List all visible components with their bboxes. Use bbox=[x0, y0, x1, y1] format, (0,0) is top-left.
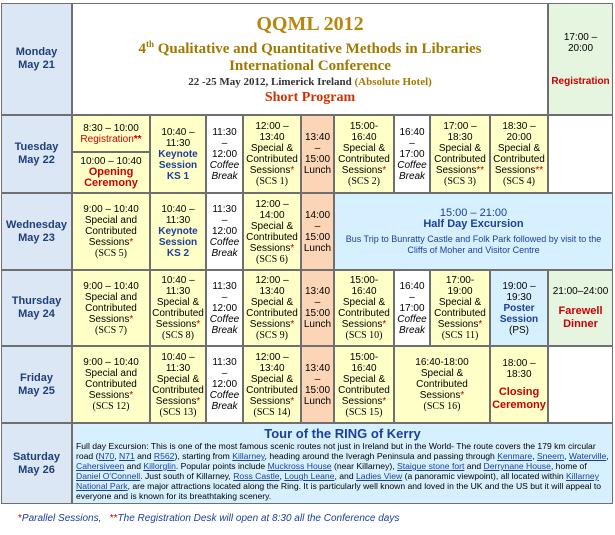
fri-scs12: 9:00 – 10:40 Special and Contributed Sessions* (SCS 12) bbox=[72, 346, 150, 423]
day-thursday: Thursday May 24 bbox=[1, 270, 72, 346]
day-monday bbox=[1, 3, 72, 115]
link-staigue-stone-fort[interactable]: Staigue stone fort bbox=[397, 461, 465, 471]
program-header bbox=[72, 3, 548, 115]
thu-lunch: 13:40 – 15:00 Lunch bbox=[301, 270, 334, 346]
thu-scs10: 15:00- 16:40 Special & Contributed Sessions* (SCS 10) bbox=[334, 270, 394, 346]
link-killarney[interactable]: Killarney bbox=[232, 451, 265, 461]
footnote: *Parallel Sessions, **The Registration Desk will open at 8:30 all the Conference days bbox=[18, 513, 400, 524]
link-ladies-view[interactable]: Ladies View bbox=[356, 471, 403, 481]
thu-scs7: 9:00 – 10:40 Special and Contributed Sessions* (SCS 7) bbox=[72, 270, 150, 346]
link-derrynane-house[interactable]: Derrynane House bbox=[483, 461, 551, 471]
wed-keynote-ks2: 10:40 – 11:30 Keynote Session KS 2 bbox=[150, 193, 206, 270]
wed-coffee-break: 11:30 – 12:00 Coffee Break bbox=[206, 193, 243, 270]
link-daniel-oconnell[interactable]: Daniel O'Connell bbox=[76, 471, 141, 481]
page-subtitle: Short Program bbox=[264, 89, 356, 105]
link-killarney-national-park[interactable]: Killarney National Park bbox=[76, 471, 600, 491]
wed-lunch: 14:00 – 15:00 Lunch bbox=[301, 193, 334, 270]
link-waterville[interactable]: Waterville bbox=[568, 451, 607, 461]
sat-ring-of-kerry-tour bbox=[72, 423, 613, 504]
tue-coffee-break-2: 16:40 – 17:00 Coffee Break bbox=[394, 115, 430, 193]
fri-scs16: 16:40-18:00 Special & Contributed Sessions* (SCS 16) bbox=[394, 346, 490, 423]
fri-empty bbox=[548, 346, 613, 423]
link-r562[interactable]: R562 bbox=[153, 451, 175, 461]
tue-coffee-break-1: 11:30 – 12:00 Coffee Break bbox=[206, 115, 243, 193]
day-date: May 21 bbox=[18, 59, 55, 71]
thu-scs11: 17:00- 19:00 Special & Contributed Sessions* (SCS 11) bbox=[430, 270, 490, 346]
link-muckross-house[interactable]: Muckross House bbox=[267, 461, 332, 471]
fri-scs14: 12:00 – 13:40 Special & Contributed Sessions* (SCS 14) bbox=[243, 346, 301, 423]
thu-coffee-break-1: 11:30 – 12:00 Coffee Break bbox=[206, 270, 243, 346]
link-killorglin[interactable]: Killorglin bbox=[143, 461, 176, 471]
link-sneem[interactable]: Sneem bbox=[536, 451, 565, 461]
conference-name-line1: 4th Qualitative and Quantitative Methods in Libraries bbox=[138, 38, 482, 57]
day-wednesday: Wednesday May 23 bbox=[1, 193, 72, 270]
tour-description: Full day Excursion: This is one of the most famous scenic routes not just in Ireland but in the World- The route covers the 179 km circular road (N70, N71 and R562), starting from Killarney, heading around the Iveragh Peninsula and passing through Kenmare, Sneem, Waterville, Cahersiveen and Killorglin. Popular points include Muckross House (near Killarney), Staigue stone fort and Derrynane House, home of Daniel O'Connell. Just south of Killarney, Ross Castle, Lough Leane, and Ladies View (a panoramic viewpoint), all located within Killarney National Park, are major attractions located along the Ring. It is particularly well known and loved in the UK and the US but it will appeal to everyone and is known for its breathtaking scenery. bbox=[76, 441, 609, 501]
fri-lunch: 13:40 – 15:00 Lunch bbox=[301, 346, 334, 423]
tue-scs1: 12:00 – 13:40 Special & Contributed Sessions* (SCS 1) bbox=[243, 115, 301, 193]
wed-scs5: 9:00 – 10:40 Special and Contributed Sessions* (SCS 5) bbox=[72, 193, 150, 270]
day-tuesday: Tuesday May 22 bbox=[1, 115, 72, 193]
thu-scs8: 10:40 – 11:30 Special & Contributed Sessions* (SCS 8) bbox=[150, 270, 206, 346]
conference-name-line2: International Conference bbox=[229, 57, 391, 74]
fri-coffee-break: 11:30 – 12:00 Coffee Break bbox=[206, 346, 243, 423]
link-kenmare[interactable]: Kenmare bbox=[497, 451, 533, 461]
thu-farewell-dinner: 21:00–24:00 Farewell Dinner bbox=[548, 270, 613, 346]
wed-half-day-excursion: 15:00 – 21:00 Half Day Excursion Bus Trip to Bunratty Castle and Folk Park followed by visit to the Cliffs of Moher and Visitor Centre bbox=[334, 193, 613, 270]
tue-scs4: 18:30 – 20:00 Special & Contributed Sessions** (SCS 4) bbox=[490, 115, 548, 193]
day-saturday: Saturday May 26 bbox=[1, 423, 72, 504]
fri-scs15: 15:00- 16:40 Special & Contributed Sessions* (SCS 15) bbox=[334, 346, 394, 423]
tue-opening-ceremony: 10:00 – 10:40 Opening Ceremony bbox=[72, 152, 150, 193]
link-n70[interactable]: N70 bbox=[98, 451, 115, 461]
monday-registration: 17:00 – 20:00 Registration bbox=[548, 3, 613, 115]
thu-coffee-break-2: 16:40 – 17:00 Coffee Break bbox=[394, 270, 430, 346]
wed-scs6: 12:00 – 14:00 Special & Contributed Sessions* (SCS 6) bbox=[243, 193, 301, 270]
thu-poster-session: 19:00 – 19:30 Poster Session (PS) bbox=[490, 270, 548, 346]
day-friday: Friday May 25 bbox=[1, 346, 72, 423]
day-name: Monday bbox=[15, 46, 58, 58]
tue-lunch: 13:40 – 15:00 Lunch bbox=[301, 115, 334, 193]
tue-scs2: 15:00- 16:40 Special & Contributed Sessions* (SCS 2) bbox=[334, 115, 394, 193]
dates-place: 22 -25 May 2012, Limerick Ireland (Absolute Hotel) bbox=[188, 75, 432, 88]
tue-scs3: 17:00 – 18:30 Special & Contributed Sessions** (SCS 3) bbox=[430, 115, 490, 193]
link-lough-leane[interactable]: Lough Leane bbox=[284, 471, 335, 481]
thu-scs9: 12:00 – 13:40 Special & Contributed Sessions* (SCS 9) bbox=[243, 270, 301, 346]
link-cahersiveen[interactable]: Cahersiveen bbox=[76, 461, 125, 471]
tue-keynote-ks1: 10:40 – 11:30 Keynote Session KS 1 bbox=[150, 115, 206, 193]
link-n71[interactable]: N71 bbox=[119, 451, 135, 461]
tue-registration: 8:30 – 10:00 Registration** bbox=[72, 115, 150, 152]
page-title: QQML 2012 bbox=[256, 12, 364, 35]
tour-title: Tour of the RING of Kerry bbox=[264, 426, 421, 441]
fri-scs13: 10:40 – 11:30 Special & Contributed Sessions* (SCS 13) bbox=[150, 346, 206, 423]
fri-closing-ceremony: 18:00 – 18:30 Closing Ceremony bbox=[490, 346, 548, 423]
tue-empty bbox=[548, 115, 613, 193]
link-ross-castle[interactable]: Ross Castle bbox=[233, 471, 280, 481]
